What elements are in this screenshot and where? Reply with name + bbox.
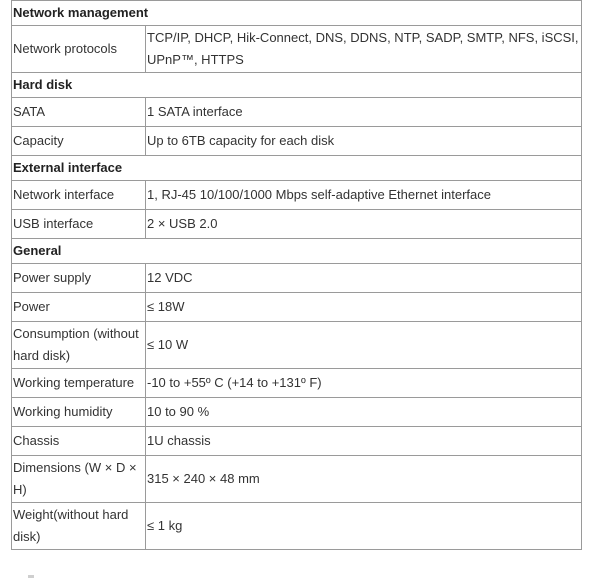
spec-value: 12 VDC [146,264,582,293]
spec-label: USB interface [12,210,146,239]
spec-value: 1, RJ-45 10/100/1000 Mbps self-adaptive Ethernet interface [146,181,582,210]
spec-label: Network interface [12,181,146,210]
spec-label: Dimensions (W × D × H) [12,456,146,503]
spec-value: 315 × 240 × 48 mm [146,456,582,503]
spec-value: 1 SATA interface [146,98,582,127]
table-row [12,456,582,503]
spec-label: Consumption (without hard disk) [12,322,146,369]
spec-value: 10 to 90 % [146,398,582,427]
table-row [12,427,582,456]
table-row [12,264,582,293]
table-row [12,181,582,210]
spec-label: Working temperature [12,369,146,398]
spec-value: ≤ 18W [146,293,582,322]
table-row [12,98,582,127]
section-title: External interface [12,156,582,181]
section-title: Hard disk [12,73,582,98]
spec-value: 2 × USB 2.0 [146,210,582,239]
table-row [12,398,582,427]
table-row [12,322,582,369]
table-row [12,293,582,322]
section-title: General [12,239,582,264]
spec-value: 1U chassis [146,427,582,456]
spec-value: TCP/IP, DHCP, Hik-Connect, DNS, DDNS, NTP, SADP, SMTP, NFS, iSCSI, UPnP™, HTTPS [146,26,582,73]
specification-table [11,0,582,550]
spec-value: ≤ 10 W [146,322,582,369]
spec-label: Weight(without hard disk) [12,503,146,550]
section-header-external-interface [12,156,582,181]
table-row [12,369,582,398]
spec-label: Power supply [12,264,146,293]
section-header-network-management [12,1,582,26]
spec-label: Chassis [12,427,146,456]
section-title: Network management [12,1,582,26]
spec-label: Network protocols [12,26,146,73]
spec-label: SATA [12,98,146,127]
table-row [12,26,582,73]
section-header-hard-disk [12,73,582,98]
table-row [12,210,582,239]
spec-value: -10 to +55º C (+14 to +131º F) [146,369,582,398]
spec-label: Power [12,293,146,322]
spec-value: Up to 6TB capacity for each disk [146,127,582,156]
spec-label: Working humidity [12,398,146,427]
spec-label: Capacity [12,127,146,156]
section-header-general [12,239,582,264]
spec-value: ≤ 1 kg [146,503,582,550]
table-row [12,503,582,550]
table-row [12,127,582,156]
